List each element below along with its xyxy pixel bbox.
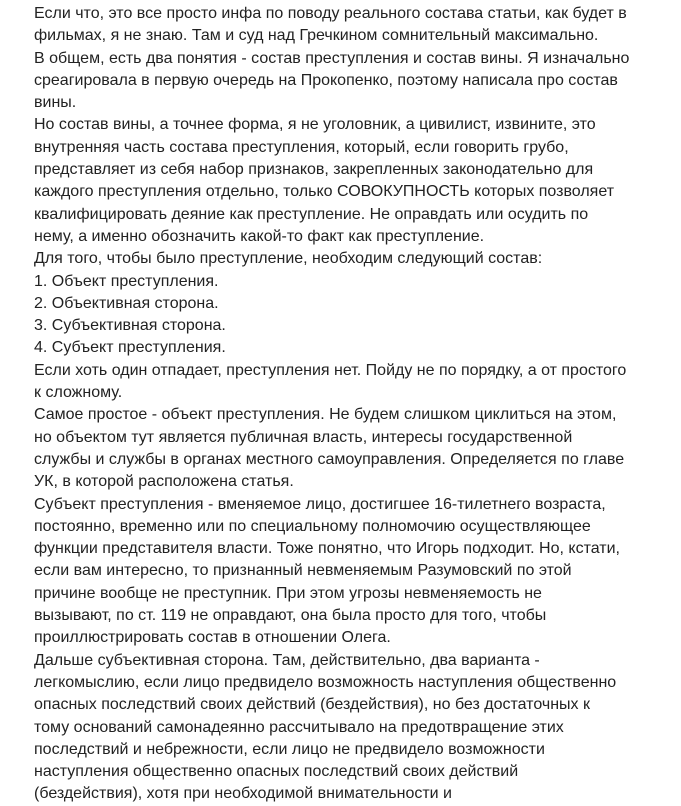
text-line: Но состав вины, а точнее форма, я не уголовник, а цивилист, извините, это: [34, 116, 596, 134]
text-line: фильмах, я не знаю. Там и суд над Гречкином сомнительный максимально.: [34, 27, 599, 45]
text-line: если вам интересно, то признанный невменяемым Разумовский по этой: [34, 562, 572, 580]
list-item: 2. Объективная сторона.: [34, 294, 219, 312]
list-item: 4. Субъект преступления.: [34, 339, 226, 357]
text-line: наступления общественно опасных последствий своих действий: [34, 763, 519, 781]
text-line: В общем, есть два понятия - состав преступления и состав вины. Я изначально: [34, 49, 630, 67]
text-line: квалифицировать деяние как преступление. Не оправдать или осудить по: [34, 205, 589, 223]
text-line: Если хоть один отпадает, преступления нет. Пойду не по порядку, а от простого: [34, 361, 627, 379]
text-line: службы и службы в органах местного самоуправления. Определяется по главе: [34, 450, 625, 468]
text-line: легкомыслию, если лицо предвидело возможность наступления общественно: [34, 673, 617, 691]
text-line: но объектом тут является публичная власть, интересы государственной: [34, 428, 573, 446]
text-line: Если что, это все просто инфа по поводу реального состава статьи, как будет в: [34, 5, 627, 22]
text-line: внутренняя часть состава преступления, который, если говорить грубо,: [34, 138, 569, 156]
text-line: каждого преступления отдельно, только СОВОКУПНОСТЬ которых позволяет: [34, 183, 615, 201]
text-line: последствий и небрежности, если лицо не предвидело возможности: [34, 740, 545, 758]
text-line: Субъект преступления - вменяемое лицо, достигшее 16-тилетнего возраста,: [34, 495, 606, 513]
text-line: УК, в которой расположена статья.: [34, 473, 294, 491]
list-item: 1. Объект преступления.: [34, 272, 219, 290]
text-line: среагировала в первую очередь на Прокопенко, поэтому написала про состав: [34, 71, 618, 89]
text-line: опасных последствий своих действий (бездействия), но без достаточных к: [34, 696, 590, 714]
text-line: Для того, чтобы было преступление, необходим следующий состав:: [34, 250, 543, 268]
text-line: вызывают, по ст. 119 не оправдают, она была просто для того, чтобы: [34, 607, 547, 625]
text-line: постоянно, временно или по специальному полномочию осуществляющее: [34, 517, 591, 535]
text-line: представляет из себя набор признаков, закрепленных законодательно для: [34, 161, 594, 179]
message-text: [34, 3, 674, 806]
text-line: функции представителя власти. Тоже понятно, что Игорь подходит. Но, кстати,: [34, 540, 620, 558]
text-line: вины.: [34, 94, 77, 112]
text-line: к сложному.: [34, 384, 123, 402]
text-line: причине вообще не преступник. При этом угрозы невменяемость не: [34, 584, 542, 602]
text-line: нему, а именно обозначить какой-то факт как преступление.: [34, 227, 485, 245]
text-line: (бездействия), хотя при необходимой внимательности и: [34, 785, 452, 803]
text-line: Дальше субъективная сторона. Там, действительно, два варианта -: [34, 651, 540, 669]
text-line: Самое простое - объект преступления. Не будем слишком циклиться на этом,: [34, 406, 617, 424]
text-line: тому оснований самонадеянно рассчитывало на предотвращение этих: [34, 718, 564, 736]
text-line: проиллюстрировать состав в отношении Олега.: [34, 629, 391, 647]
list-item: 3. Субъективная сторона.: [34, 317, 226, 335]
